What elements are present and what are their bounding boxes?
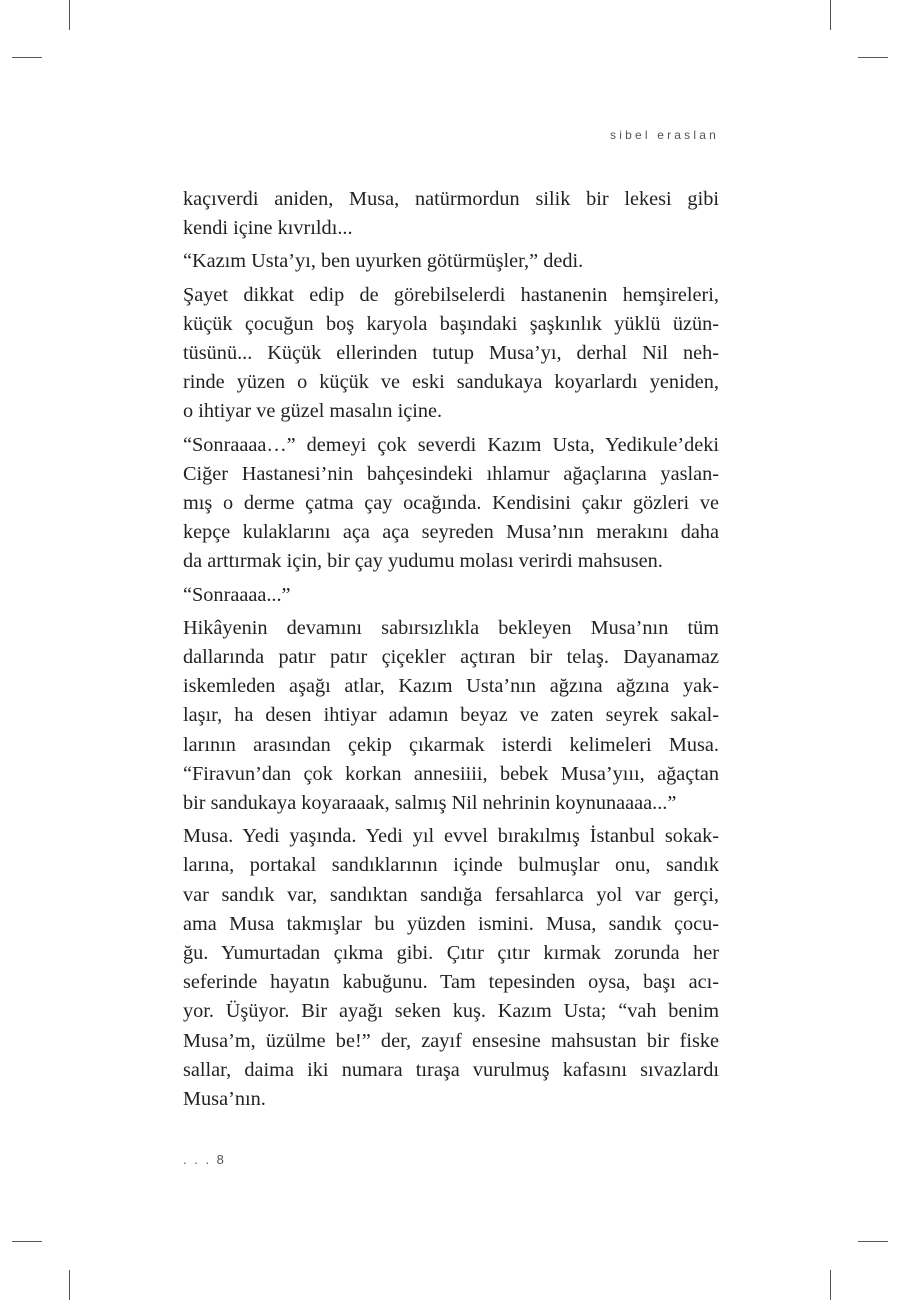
crop-mark-bottom-left-vertical	[69, 1270, 70, 1300]
paragraph	[183, 185, 719, 243]
text-line: “Kazım Usta’yı, ben uyurken götürmüşler,” dedi.	[183, 250, 584, 273]
text-line: ğu. Yumurtadan çıkma gibi. Çıtır çıtır kırmak zorunda her	[183, 942, 719, 965]
text-line: o ihtiyar ve güzel masalın içine.	[183, 400, 443, 423]
crop-mark-bottom-right-horizontal	[858, 1241, 888, 1242]
text-line: küçük çocuğun boş karyola başındaki şaşkınlık yüklü üzün-	[183, 312, 719, 335]
text-line: Musa’m, üzülme be!” der, zayıf ensesine mahsustan bir fiske	[183, 1029, 719, 1052]
running-head: sibel eraslan	[610, 128, 719, 142]
text-line: laşır, ha desen ihtiyar adamın beyaz ve zaten seyrek sakal-	[183, 704, 719, 727]
text-line: ama Musa takmışlar bu yüzden ismini. Musa, sandık çocu-	[183, 912, 719, 935]
text-line: Ciğer Hastanesi’nin bahçesindeki ıhlamur ağaçlarına yaslan-	[183, 462, 719, 485]
paragraph	[183, 822, 719, 1114]
text-line: rinde yüzen o küçük ve eski sandukaya koyarlardı yeniden,	[183, 371, 719, 394]
body-text	[183, 185, 719, 1118]
text-line: tüsünü... Küçük ellerinden tutup Musa’yı, derhal Nil neh-	[183, 342, 719, 365]
crop-mark-top-right-horizontal	[858, 57, 888, 58]
text-line: Şayet dikkat edip de görebilselerdi hastanenin hemşireleri,	[183, 283, 719, 306]
text-line: yor. Üşüyor. Bir ayağı seken kuş. Kazım Usta; “vah benim	[183, 1000, 719, 1023]
text-line: Hikâyenin devamını sabırsızlıkla bekleyen Musa’nın tüm	[183, 616, 719, 639]
text-line: sallar, daima iki numara tıraşa vurulmuş kafasını sıvazlardı	[183, 1058, 719, 1081]
text-line: kendi içine kıvrıldı...	[183, 217, 353, 240]
text-line: seferinde hayatın kabuğunu. Tam tepesinden oysa, başı acı-	[183, 971, 719, 994]
text-line: bir sandukaya koyaraaak, salmış Nil nehrinin koynunaaaa...”	[183, 792, 677, 815]
text-line: kaçıverdi aniden, Musa, natürmordun silik bir lekesi gibi	[183, 188, 719, 210]
text-line: Musa. Yedi yaşında. Yedi yıl evvel bırakılmış İstanbul sokak-	[183, 825, 719, 848]
page-number: . . . 8	[183, 1152, 226, 1167]
crop-mark-bottom-right-vertical	[830, 1270, 831, 1300]
text-line: “Sonraaaa...”	[183, 583, 291, 606]
paragraph	[183, 581, 719, 610]
text-line: larına, portakal sandıklarının içinde bulmuşlar onu, sandık	[183, 854, 719, 877]
crop-mark-top-left-vertical	[69, 0, 70, 30]
paragraph	[183, 281, 719, 427]
text-line: “Sonraaaa…” demeyi çok severdi Kazım Usta, Yedikule’deki	[183, 433, 719, 456]
text-line: var sandık var, sandıktan sandığa fersahlarca yol var gerçi,	[183, 883, 719, 906]
text-line: Musa’nın.	[183, 1088, 266, 1111]
text-line: larının arasından çekip çıkarmak isterdi kelimeleri Musa.	[183, 733, 719, 756]
crop-mark-top-right-vertical	[830, 0, 831, 30]
text-line: “Firavun’dan çok korkan annesiiii, bebek Musa’yııı, ağaçtan	[183, 762, 719, 785]
text-line: iskemleden aşağı atlar, Kazım Usta’nın ağzına ağzına yak-	[183, 675, 719, 698]
crop-mark-bottom-left-horizontal	[12, 1241, 42, 1242]
paragraph	[183, 431, 719, 577]
text-line: kepçe kulaklarını aça aça seyreden Musa’nın merakını daha	[183, 521, 719, 544]
text-line: mış o derme çatma çay ocağında. Kendisini çakır gözleri ve	[183, 492, 719, 515]
text-line: da arttırmak için, bir çay yudumu molası verirdi mahsusen.	[183, 550, 663, 573]
paragraph	[183, 247, 719, 276]
paragraph	[183, 614, 719, 818]
text-line: dallarında patır patır çiçekler açtıran bir telaş. Dayanamaz	[183, 646, 719, 669]
crop-mark-top-left-horizontal	[12, 57, 42, 58]
